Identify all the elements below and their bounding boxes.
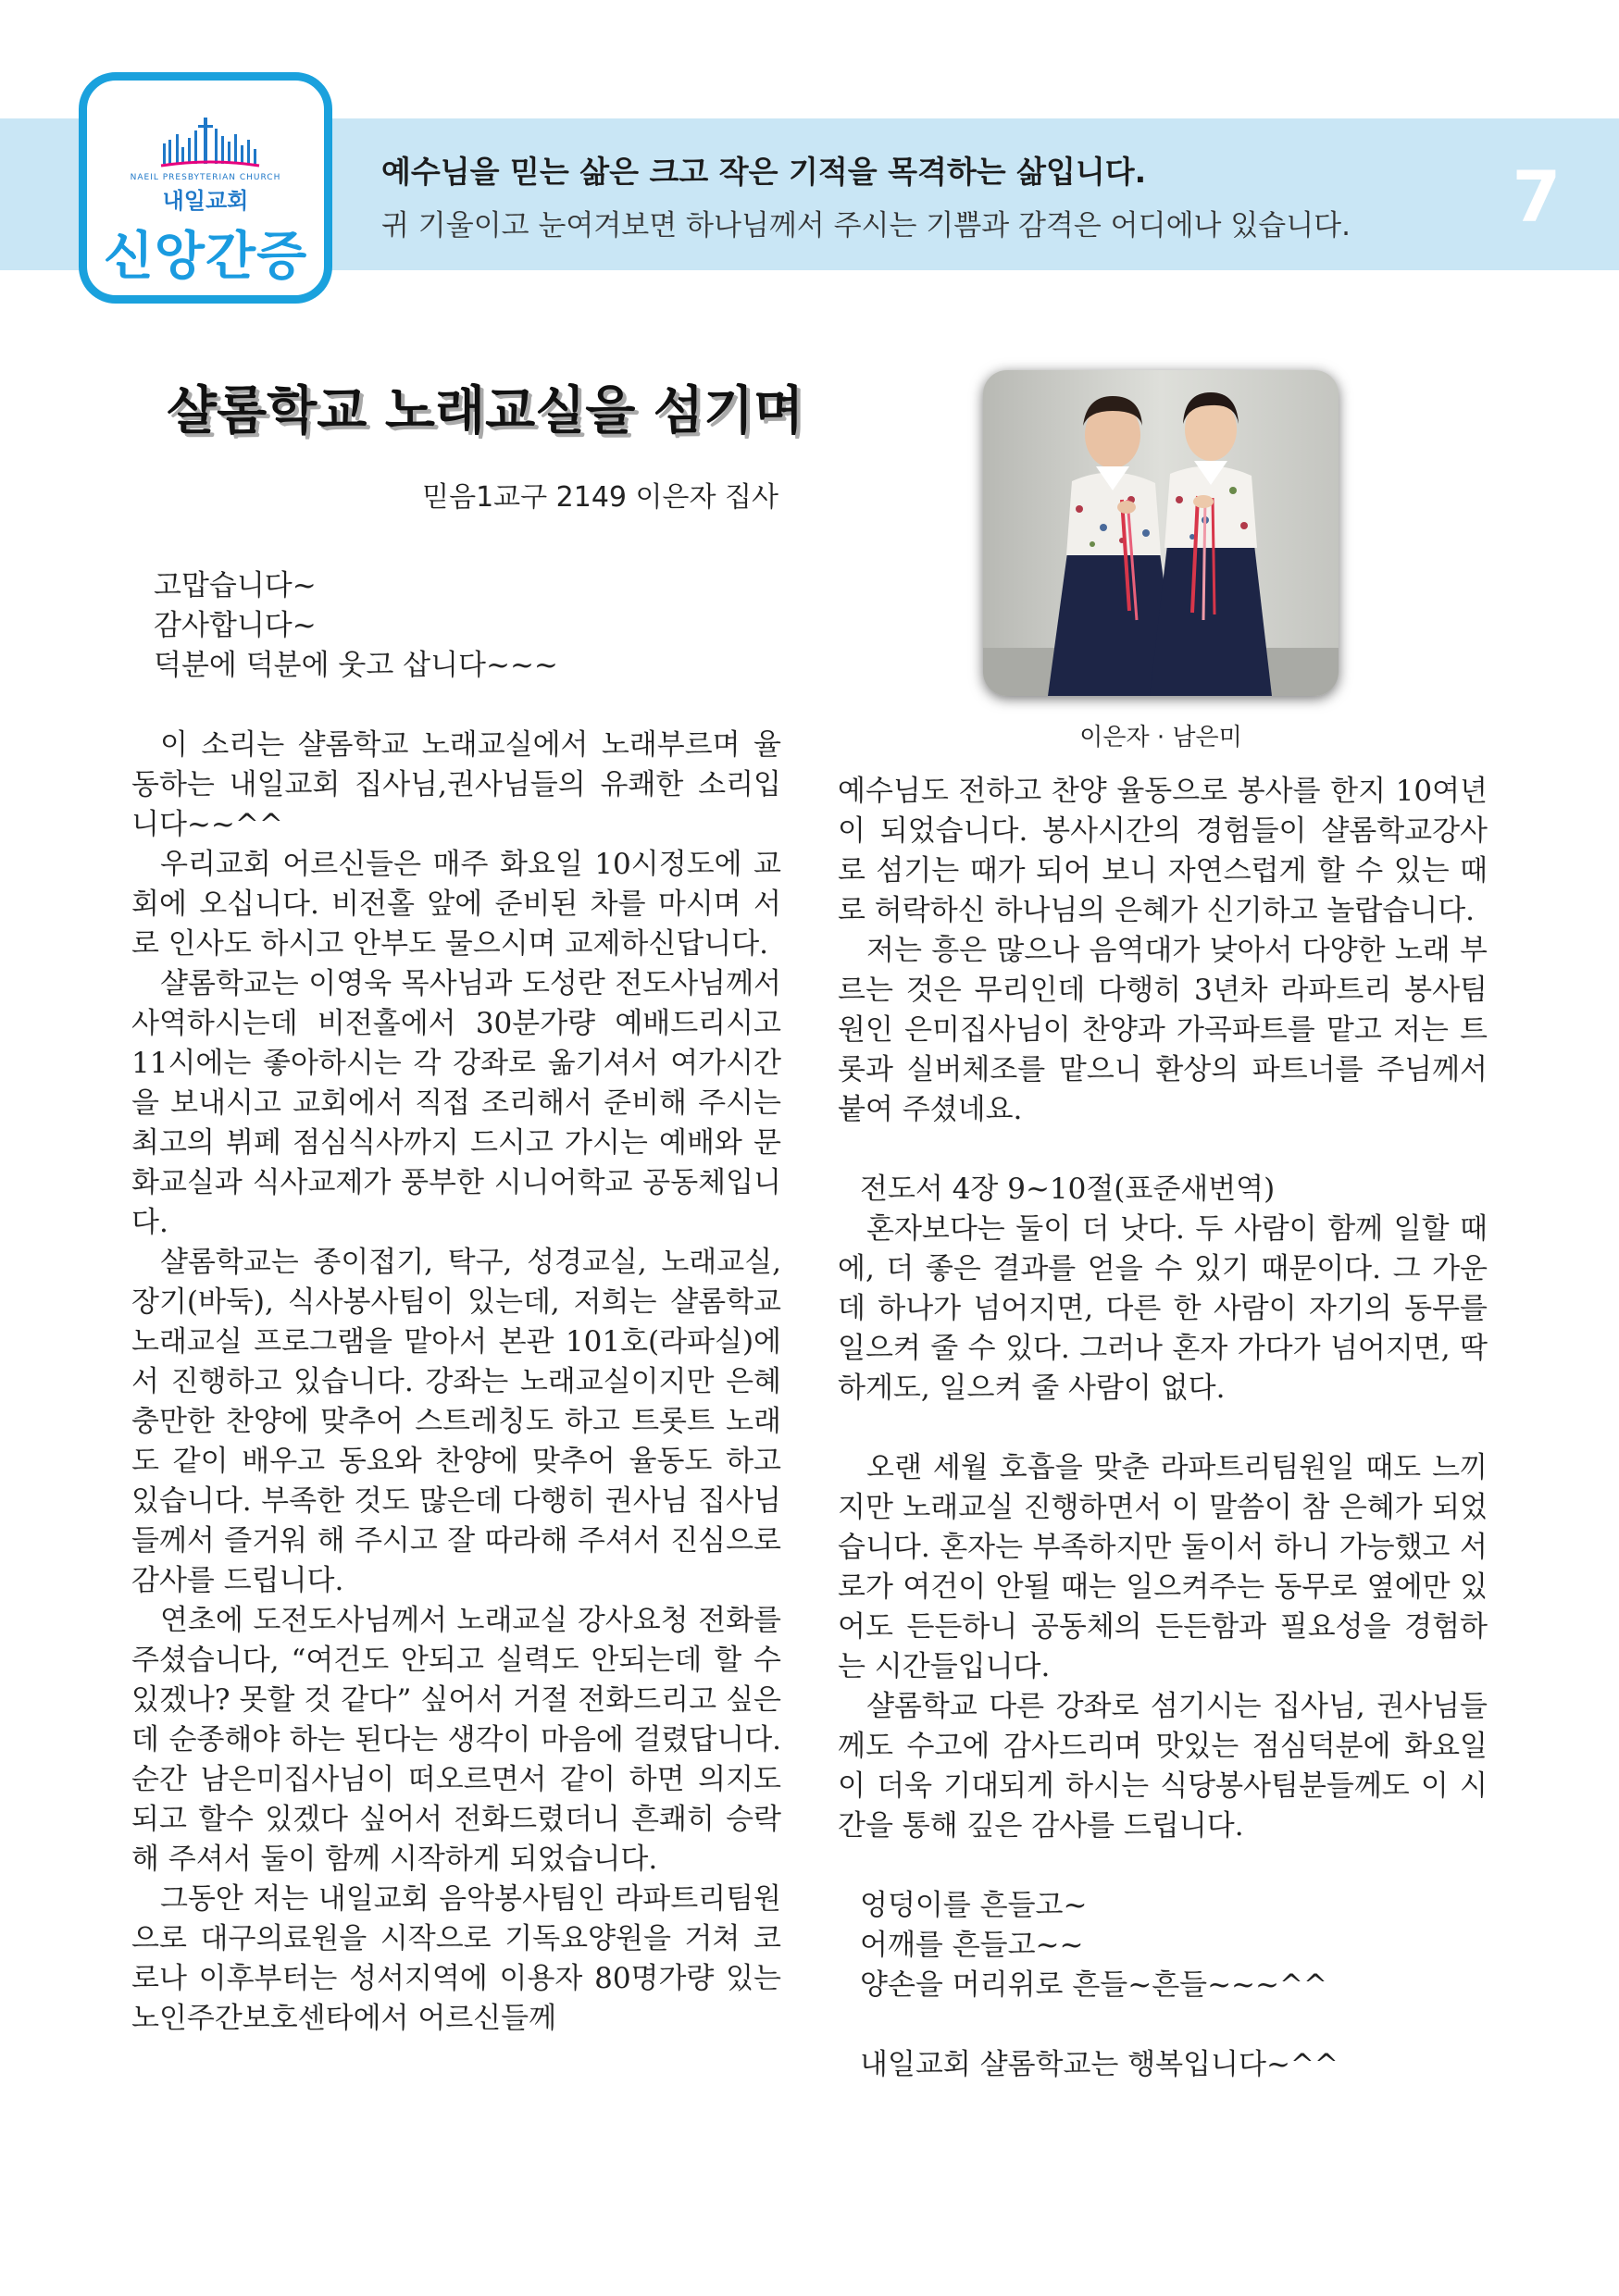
article-title: 샬롬학교 노래교실을 섬기며 bbox=[167, 381, 804, 441]
page-number: 7 bbox=[1512, 155, 1562, 238]
body-paragraph: 연초에 도전도사님께서 노래교실 강사요청 전화를 주셨습니다, “여건도 안되고 실력도 안되는데 할 수 있겠나? 못할 것 같다” 싶어서 거절 전화드리고 싶은데 순종해야 하는 된다는 생각이 마음에 걸렸답니다. 순간 남은미집사님이 떠오르면서 같이 하면 의지도 되고 할수 있겠다 싶어서 전화드렸더니 흔쾌히 승락해 주셔서 둘이 함께 시작하게 되었습니다. bbox=[131, 1604, 781, 1876]
body-paragraph: 오랜 세월 호흡을 맞춘 라파트리팀원일 때도 느끼지만 노래교실 진행하면서 이 말씀이 참 은혜가 되었습니다. 혼자는 부족하지만 둘이서 하니 가능했고 서로가 여건이 안될 때는 일으켜주는 동무로 옆에만 있어도 든든하니 공동체의 든든함과 필요성을 경험하는 시간들입니다. bbox=[838, 1451, 1488, 1683]
closing-line: 양손을 머리위로 흔들~흔들~~~^^ bbox=[860, 1968, 1327, 2002]
greeting-line: 덕분에 덕분에 웃고 삽니다~~~ bbox=[154, 649, 558, 682]
greeting-line: 고맙습니다~ bbox=[154, 569, 317, 602]
closing-line: 어깨를 흔들고~~ bbox=[860, 1929, 1084, 1962]
article-byline: 믿음1교구 2149 이은자 집사 bbox=[422, 481, 778, 514]
scripture-reference: 전도서 4장 9~10절(표준새번역) bbox=[860, 1173, 1276, 1206]
photo-caption: 이은자 · 남은미 bbox=[1079, 724, 1242, 751]
scripture-text: 혼자보다는 둘이 더 낫다. 두 사람이 함께 일할 때에, 더 좋은 결과를 얻을 수 있기 때문이다. 그 가운데 하나가 넘어지면, 다른 한 사람이 자기의 동무를 일으켜 줄 수 있다. 그러나 혼자 가다가 넘어지면, 딱하게도, 일으켜 줄 사람이 없다. bbox=[838, 1212, 1488, 1405]
body-paragraph: 우리교회 어르신들은 매주 화요일 10시정도에 교회에 오십니다. 비전홀 앞에 준비된 차를 마시며 서로 인사도 하시고 안부도 물으시며 교제하신답니다. bbox=[131, 848, 781, 961]
body-paragraph: 예수님도 전하고 찬양 율동으로 봉사를 한지 10여년이 되었습니다. 봉사시간의 경험들이 샬롬학교강사로 섬기는 때가 되어 보니 자연스럽게 할 수 있는 때로 허락하신 하나님의 은혜가 신기하고 놀랍습니다. bbox=[838, 775, 1488, 927]
church-logo bbox=[79, 72, 332, 304]
header-tagline-main: 예수님을 믿는 삶은 크고 작은 기적을 목격하는 삶입니다. bbox=[381, 154, 1147, 190]
two-women-hanbok-photo bbox=[983, 370, 1339, 696]
header-tagline-sub: 귀 기울이고 눈여겨보면 하나님께서 주시는 기쁨과 감격은 어디에나 있습니다. bbox=[381, 209, 1351, 242]
section-title: 신앙간증 bbox=[103, 227, 308, 287]
church-skyline-icon bbox=[159, 114, 261, 169]
body-paragraph: 샬롬학교는 이영욱 목사님과 도성란 전도사님께서 사역하시는데 비전홀에서 30분가량 예배드리시고 11시에는 좋아하시는 각 강좌로 옮기셔서 여가시간을 보내시고 교회에서 직접 조리해서 준비해 주시는 최고의 뷔페 점심식사까지 드시고 가시는 예배와 문화교실과 식사교제가 풍부한 시니어학교 공동체입니다. bbox=[131, 967, 781, 1239]
final-line: 내일교회 샬롬학교는 행복입니다~^^ bbox=[860, 2048, 1339, 2081]
body-paragraph: 그동안 저는 내일교회 음악봉사팀인 라파트리팀원으로 대구의료원을 시작으로 기독요양원을 거쳐 코로나 이후부터는 성서지역에 이용자 80명가량 있는 노인주간보호센타에서 어르신들께 bbox=[131, 1882, 781, 2035]
right-column bbox=[838, 772, 1488, 2085]
left-column bbox=[131, 566, 781, 2039]
article-photo bbox=[983, 370, 1339, 696]
body-paragraph: 샬롬학교는 종이접기, 탁구, 성경교실, 노래교실, 장기(바둑), 식사봉사팀이 있는데, 저희는 샬롬학교 노래교실 프로그램을 맡아서 본관 101호(라파실)에서 진행하고 있습니다. 강좌는 노래교실이지만 은혜 충만한 찬양에 맞추어 스트레칭도 하고 트롯트 노래도 같이 배우고 동요와 찬양에 맞추어 율동도 하고 있습니다. 부족한 것도 많은데 다행히 권사님 집사님들께서 즐거워 해 주시고 잘 따라해 주셔서 진심으로 감사를 드립니다. bbox=[131, 1246, 781, 1597]
body-paragraph: 샬롬학교 다른 강좌로 섬기시는 집사님, 권사님들께도 수고에 감사드리며 맛있는 점심덕분에 화요일이 더욱 기대되게 하시는 식당봉사팀분들께도 이 시간을 통해 깊은 감사를 드립니다. bbox=[838, 1690, 1488, 1843]
closing-line: 엉덩이를 흔들고~ bbox=[860, 1889, 1088, 1922]
logo-church-name: 내일교회 bbox=[162, 188, 249, 214]
logo-english-name: NAEIL PRESBYTERIAN CHURCH bbox=[130, 173, 281, 182]
greeting-line: 감사합니다~ bbox=[154, 609, 317, 642]
body-paragraph: 이 소리는 샬롬학교 노래교실에서 노래부르며 율동하는 내일교회 집사님,권사님들의 유쾌한 소리입니다~~^^ bbox=[131, 728, 781, 841]
body-paragraph: 저는 흥은 많으나 음역대가 낮아서 다양한 노래 부르는 것은 무리인데 다행히 3년차 라파트리 봉사팀원인 은미집사님이 찬양과 가곡파트를 맡고 저는 트롯과 실버체조를 맡으니 환상의 파트너를 주님께서 붙여 주셨네요. bbox=[838, 934, 1488, 1126]
